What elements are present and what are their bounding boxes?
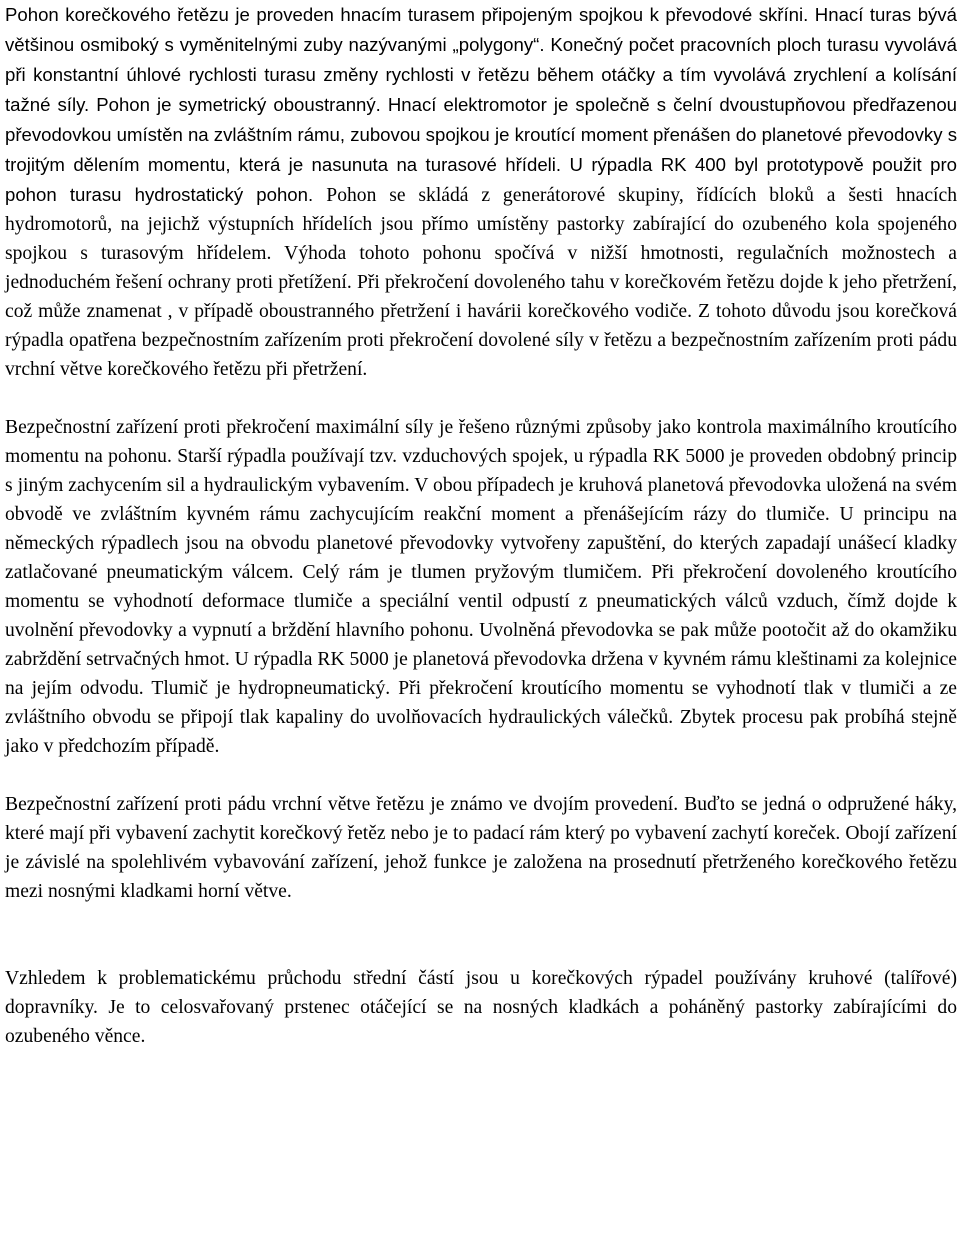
paragraph-conveyors-text: Vzhledem k problematickému průchodu střední částí jsou u korečkových rýpadel používány kruhové (talířové) dopravníky. Je to celosvařovaný prstenec otáčející se na nosných kladkách a poháněný pastorky zabírajícími do ozubeného věnce. (5, 968, 957, 1047)
paragraph-overload-protection (5, 413, 957, 761)
paragraph-spacer (5, 384, 957, 413)
paragraph-conveyors (5, 964, 957, 1051)
paragraph-drive-part-1: Pohon korečkového řetězu je proveden hnacím turasem připojeným spojkou k převodové skříni. Hnací turas bývá většinou osmiboký s vyměnitelnými zuby nazývanými „polygony“. Konečný počet pracovních ploch turasu vyvolává při konstantní úhlové rychlosti turasu změny rychlosti v řetězu během otáčky a tím vyvolává zrychlení a kolísání tažné síly. Pohon je symetrický oboustranný. Hnací elektromotor je společně s čelní dvoustupňovou předřazenou převodovkou umístěn na zvláštním rámu, zubovou spojkou je kroutící moment přenášen do planetové převodovky s trojitým dělením momentu, která je nasunuta na turasové hřídeli. U rýpadla RK 400 byl prototypově použit pro pohon turasu hydrostatický pohon. (5, 4, 957, 205)
paragraph-fall-protection (5, 790, 957, 906)
paragraph-spacer (5, 761, 957, 790)
paragraph-fall-protection-text: Bezpečnostní zařízení proti pádu vrchní větve řetězu je známo ve dvojím provedení. Buďto se jedná o odpružené háky, které mají při vybavení zachytit korečkový řetěz nebo je to padací rám který po vybavení zachytí koreček. Obojí zařízení je závislé na spolehlivém vybavování zařízení, jehož funkce je založena na prosednutí přetrženého korečkového řetězu mezi nosnými kladkami horní větve. (5, 794, 957, 902)
paragraph-spacer (5, 906, 957, 964)
paragraph-drive-part-2: Pohon se skládá z generátorové skupiny, řídících bloků a šesti hnacích hydromotorů, na jejichž výstupních hřídelích jsou přímo umístěny pastorky zabírající do ozubeného kola spojeného spojkou s turasovým hřídelem. Výhoda tohoto pohonu spočívá v nižší hmotnosti, regulačních možnostech a jednoduchém řešení ochrany proti přetížení. Při překročení dovoleného tahu v korečkovém řetězu dojde k jeho přetržení, což může znamenat , v případě oboustranného přetržení i havárii korečkového vodiče. Z tohoto důvodu jsou korečková rýpadla opatřena bezpečnostním zařízením proti překročení dovolené síly v řetězu a bezpečnostním zařízením proti pádu vrchní větve korečkového řetězu při přetržení. (5, 185, 957, 380)
paragraph-overload-protection-text: Bezpečnostní zařízení proti překročení maximální síly je řešeno různými způsoby jako kontrola maximálního kroutícího momentu na pohonu. Starší rýpadla používají tzv. vzduchových spojek, u rýpadla RK 5000 je proveden obdobný princip s jiným zachycením sil a hydraulickým vybavením. V obou případech je kruhová planetová převodovka uložená na svém obvodě ve zvláštním kyvném rámu zachycujícím reakční moment a přenášejícím rázy do tlumiče. U principu na německých rýpadlech jsou na obvodu planetové převodovky vytvořeny zapuštění, do kterých zapadají unášecí kladky zatlačované pneumatickým válcem. Celý rám je tlumen pryžovým tlumičem. Při překročení dovoleného kroutícího momentu se vyhodnotí deformace tlumiče a speciální ventil odpustí z pneumatických válců vzduch, čímž dojde k uvolnění převodovky a vypnutí a brždění hlavního pohonu. Uvolněná převodovka se pak může pootočit až do okamžiku zabrždění setrvačných hmot. U rýpadla RK 5000 je planetová převodovka držena v kyvném rámu kleštinami za kolejnice na jejím odvodu. Tlumič je hydropneumatický. Při překročení kroutícího momentu se vyhodnotí tlak v tlumiči a ze zvláštního obvodu se připojí tlak kapaliny do uvolňovacích hydraulických válečků. Zbytek procesu pak probíhá stejně jako v předchozím případě. (5, 417, 957, 757)
paragraph-drive (5, 0, 957, 384)
